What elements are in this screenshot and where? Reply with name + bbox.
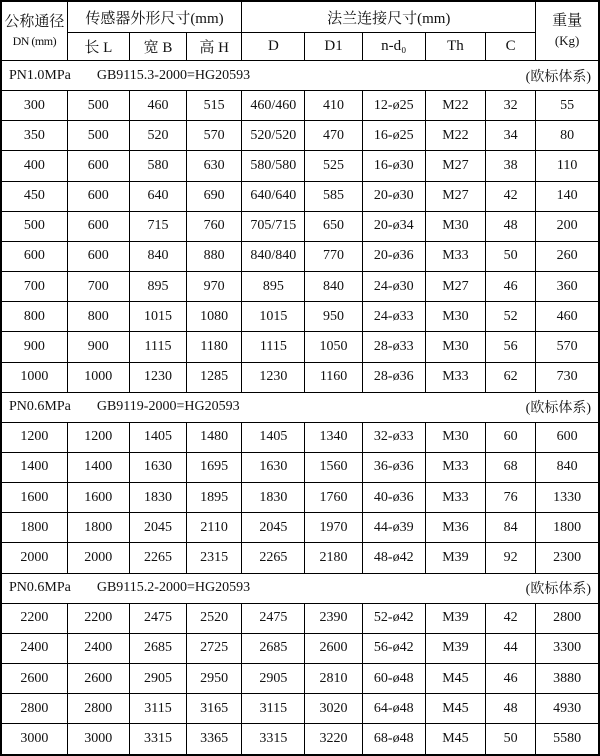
table-cell: 520/520 (242, 121, 305, 151)
table-row (1, 211, 599, 241)
table-cell: 40-ø36 (362, 483, 425, 513)
table-cell: 2600 (67, 663, 129, 693)
table-cell: 900 (67, 332, 129, 362)
table-cell: 1180 (187, 332, 242, 362)
table-cell: 4930 (536, 694, 599, 724)
table-cell: 2000 (67, 543, 129, 573)
table-cell: 1115 (129, 332, 186, 362)
table-cell: 2800 (536, 603, 599, 633)
table-cell: 50 (486, 241, 536, 271)
table-cell: 38 (486, 151, 536, 181)
table-cell: 1330 (536, 483, 599, 513)
table-cell: 715 (129, 211, 186, 241)
table-cell: 400 (1, 151, 67, 181)
table-cell: 3315 (129, 724, 186, 755)
table-cell: 3300 (536, 633, 599, 663)
table-cell: M30 (425, 422, 485, 452)
table-cell: 2390 (305, 603, 362, 633)
header-weight-sub: (Kg) (554, 33, 580, 48)
table-cell: 2000 (1, 543, 67, 573)
table-cell: M45 (425, 724, 485, 755)
table-cell: 56 (486, 332, 536, 362)
table-cell: 64-ø48 (362, 694, 425, 724)
table-cell: 46 (486, 272, 536, 302)
header-dn-title: 公称通径 (4, 13, 65, 30)
table-cell: 1080 (187, 302, 242, 332)
header-weight-title: 重量 (552, 13, 583, 29)
table-cell: 1695 (187, 452, 242, 482)
table-row (1, 543, 599, 573)
section-system-label: (欧标体系) (525, 69, 591, 85)
table-cell: 600 (67, 151, 129, 181)
table-cell: M39 (425, 633, 485, 663)
section-pressure-label: PN0.6MPa (9, 580, 71, 596)
table-cell: 2265 (129, 543, 186, 573)
table-row (1, 603, 599, 633)
table-cell: 1760 (305, 483, 362, 513)
header-col-7: C (486, 33, 536, 61)
table-cell: 2600 (1, 663, 67, 693)
table-cell: 62 (486, 362, 536, 392)
table-cell: 1230 (242, 362, 305, 392)
table-cell: M30 (425, 332, 485, 362)
table-cell: 880 (187, 241, 242, 271)
table-cell: 55 (536, 91, 599, 121)
section-standard-label: GB9119-2000=HG20593 (96, 399, 240, 415)
table-cell: 60 (486, 422, 536, 452)
table-cell: 770 (305, 241, 362, 271)
table-cell: M22 (425, 91, 485, 121)
table-cell: 950 (305, 302, 362, 332)
table-cell: 20-ø36 (362, 241, 425, 271)
table-cell: 1800 (67, 513, 129, 543)
table-cell: 500 (67, 91, 129, 121)
table-cell: 460/460 (242, 91, 305, 121)
table-cell: 520 (129, 121, 186, 151)
table-cell: M45 (425, 694, 485, 724)
table-cell: 895 (129, 272, 186, 302)
table-cell: 1340 (305, 422, 362, 452)
table-cell: 600 (67, 181, 129, 211)
table-cell: 1285 (187, 362, 242, 392)
table-cell: 585 (305, 181, 362, 211)
table-cell: 2315 (187, 543, 242, 573)
table-cell: 1630 (129, 452, 186, 482)
table-cell: 20-ø34 (362, 211, 425, 241)
section-header-cell (1, 61, 599, 91)
table-cell: 1200 (67, 422, 129, 452)
table-cell: 80 (536, 121, 599, 151)
table-cell: M27 (425, 272, 485, 302)
table-cell: 600 (536, 422, 599, 452)
table-cell: 110 (536, 151, 599, 181)
table-cell: 260 (536, 241, 599, 271)
table-cell: 760 (187, 211, 242, 241)
header-dn (1, 1, 67, 61)
table-cell: 470 (305, 121, 362, 151)
table-cell: 5580 (536, 724, 599, 755)
table-cell: 1480 (187, 422, 242, 452)
table-cell: 52 (486, 302, 536, 332)
table-cell: 44-ø39 (362, 513, 425, 543)
table-cell: 20-ø30 (362, 181, 425, 211)
header-flange-group: 法兰连接尺寸(mm) (242, 1, 536, 33)
table-cell: 705/715 (242, 211, 305, 241)
table-cell: 800 (67, 302, 129, 332)
table-cell: M33 (425, 362, 485, 392)
table-cell: 3115 (129, 694, 186, 724)
header-col-0: 长 L (67, 33, 129, 61)
table-cell: 840 (305, 272, 362, 302)
section-standard-label: GB9115.3-2000=HG20593 (96, 67, 251, 83)
table-cell: 580 (129, 151, 186, 181)
table-row (1, 724, 599, 755)
table-cell: 2600 (305, 633, 362, 663)
table-cell: 3220 (305, 724, 362, 755)
table-cell: 12-ø25 (362, 91, 425, 121)
table-cell: 1800 (1, 513, 67, 543)
table-cell: M45 (425, 663, 485, 693)
table-cell: 570 (536, 332, 599, 362)
table-cell: 700 (1, 272, 67, 302)
table-cell: 500 (67, 121, 129, 151)
table-cell: 1405 (242, 422, 305, 452)
table-cell: 410 (305, 91, 362, 121)
table-cell: 200 (536, 211, 599, 241)
table-cell: 1800 (536, 513, 599, 543)
table-cell: M39 (425, 543, 485, 573)
table-cell: 800 (1, 302, 67, 332)
table-row (1, 181, 599, 211)
table-cell: 2905 (242, 663, 305, 693)
table-cell: 525 (305, 151, 362, 181)
table-cell: 50 (486, 724, 536, 755)
table-cell: 2400 (1, 633, 67, 663)
table-cell: 52-ø42 (362, 603, 425, 633)
section-system-label: (欧标体系) (525, 582, 591, 598)
table-cell: 3020 (305, 694, 362, 724)
table-cell: 650 (305, 211, 362, 241)
table-cell: 2905 (129, 663, 186, 693)
table-cell: 460 (129, 91, 186, 121)
table-row (1, 121, 599, 151)
table-cell: 42 (486, 181, 536, 211)
table-cell: 2300 (536, 543, 599, 573)
table-cell: M33 (425, 241, 485, 271)
table-cell: 840/840 (242, 241, 305, 271)
table-cell: 68-ø48 (362, 724, 425, 755)
table-cell: 840 (129, 241, 186, 271)
table-cell: 32 (486, 91, 536, 121)
table-cell: 1200 (1, 422, 67, 452)
table-cell: M27 (425, 151, 485, 181)
table-cell: 3365 (187, 724, 242, 755)
header-col-3: D (242, 33, 305, 61)
table-cell: 700 (67, 272, 129, 302)
table-cell: 970 (187, 272, 242, 302)
section-pressure-label: PN0.6MPa (9, 399, 71, 415)
table-cell: 76 (486, 483, 536, 513)
table-cell: 1830 (242, 483, 305, 513)
table-cell: 1000 (67, 362, 129, 392)
table-cell: 34 (486, 121, 536, 151)
table-cell: 640 (129, 181, 186, 211)
table-cell: 44 (486, 633, 536, 663)
section-header-row (1, 392, 599, 422)
table-cell: 2400 (67, 633, 129, 663)
table-cell: M30 (425, 211, 485, 241)
header-row-columns (1, 33, 599, 61)
table-cell: 3165 (187, 694, 242, 724)
table-cell: 2800 (1, 694, 67, 724)
table-cell: 895 (242, 272, 305, 302)
table-cell: 1560 (305, 452, 362, 482)
table-cell: 2520 (187, 603, 242, 633)
table-cell: 48-ø42 (362, 543, 425, 573)
section-header-row (1, 61, 599, 91)
table-cell: 1000 (1, 362, 67, 392)
table-cell: 68 (486, 452, 536, 482)
table-cell: 48 (486, 694, 536, 724)
table-cell: 3000 (67, 724, 129, 755)
table-cell: M39 (425, 603, 485, 633)
table-cell: 32-ø33 (362, 422, 425, 452)
header-dn-sub: DN (mm) (12, 33, 57, 48)
table-cell: 1405 (129, 422, 186, 452)
table-row (1, 422, 599, 452)
table-cell: 2950 (187, 663, 242, 693)
table-cell: 1600 (67, 483, 129, 513)
header-col-6: Th (425, 33, 485, 61)
section-header-cell (1, 392, 599, 422)
table-cell: 92 (486, 543, 536, 573)
table-cell: 580/580 (242, 151, 305, 181)
table-cell: 1400 (67, 452, 129, 482)
table-cell: 1050 (305, 332, 362, 362)
table-cell: 840 (536, 452, 599, 482)
table-cell: 900 (1, 332, 67, 362)
table-row (1, 241, 599, 271)
table-cell: 60-ø48 (362, 663, 425, 693)
table-cell: 360 (536, 272, 599, 302)
table-row (1, 513, 599, 543)
table-cell: 690 (187, 181, 242, 211)
table-cell: 1160 (305, 362, 362, 392)
table-cell: 2685 (242, 633, 305, 663)
table-cell: M36 (425, 513, 485, 543)
section-standard-label: GB9115.2-2000=HG20593 (96, 580, 251, 596)
table-cell: 640/640 (242, 181, 305, 211)
table-cell: 2045 (129, 513, 186, 543)
section-header-row (1, 573, 599, 603)
header-row-groups (1, 1, 599, 33)
table-cell: 300 (1, 91, 67, 121)
table-cell: 500 (1, 211, 67, 241)
table-cell: 1600 (1, 483, 67, 513)
table-cell: 46 (486, 663, 536, 693)
table-cell: 350 (1, 121, 67, 151)
table-cell: 730 (536, 362, 599, 392)
header-weight (536, 1, 599, 61)
table-cell: M22 (425, 121, 485, 151)
table-cell: 2725 (187, 633, 242, 663)
table-cell: 2045 (242, 513, 305, 543)
table-cell: 630 (187, 151, 242, 181)
table-cell: 24-ø33 (362, 302, 425, 332)
table-cell: 600 (67, 241, 129, 271)
header-col-1: 宽 B (129, 33, 186, 61)
table-cell: 1970 (305, 513, 362, 543)
header-col-2: 高 H (187, 33, 242, 61)
table-cell: 1895 (187, 483, 242, 513)
header-col-4: D1 (305, 33, 362, 61)
table-cell: 3880 (536, 663, 599, 693)
table-row (1, 302, 599, 332)
table-cell: 2110 (187, 513, 242, 543)
table-cell: 2200 (1, 603, 67, 633)
header-col-5: n-d₀ (362, 33, 425, 61)
table-cell: 2475 (242, 603, 305, 633)
table-cell: 570 (187, 121, 242, 151)
table-cell: 16-ø25 (362, 121, 425, 151)
table-row (1, 332, 599, 362)
table-cell: 515 (187, 91, 242, 121)
table-cell: 600 (1, 241, 67, 271)
table-cell: 16-ø30 (362, 151, 425, 181)
header-sensor-group: 传感器外形尺寸(mm) (67, 1, 242, 33)
table-row (1, 91, 599, 121)
table-cell: 1630 (242, 452, 305, 482)
table-cell: M30 (425, 302, 485, 332)
table-cell: 42 (486, 603, 536, 633)
table-cell: M33 (425, 452, 485, 482)
table-cell: 1400 (1, 452, 67, 482)
table-cell: M27 (425, 181, 485, 211)
table-cell: 3000 (1, 724, 67, 755)
table-cell: 36-ø36 (362, 452, 425, 482)
table-cell: 2180 (305, 543, 362, 573)
table-row (1, 694, 599, 724)
table-row (1, 362, 599, 392)
table-cell: 56-ø42 (362, 633, 425, 663)
table-cell: 2265 (242, 543, 305, 573)
table-row (1, 633, 599, 663)
table-row (1, 151, 599, 181)
table-cell: 140 (536, 181, 599, 211)
table-row (1, 663, 599, 693)
section-header-cell (1, 573, 599, 603)
table-cell: 600 (67, 211, 129, 241)
section-system-label: (欧标体系) (525, 401, 591, 417)
table-cell: 84 (486, 513, 536, 543)
table-row (1, 452, 599, 482)
table-cell: 48 (486, 211, 536, 241)
table-cell: 28-ø36 (362, 362, 425, 392)
table-row (1, 272, 599, 302)
table-cell: 2800 (67, 694, 129, 724)
table-cell: 1230 (129, 362, 186, 392)
table-cell: 2200 (67, 603, 129, 633)
table-row (1, 483, 599, 513)
table-cell: 3315 (242, 724, 305, 755)
table-cell: 2810 (305, 663, 362, 693)
table-cell: 3115 (242, 694, 305, 724)
table-cell: 24-ø30 (362, 272, 425, 302)
section-pressure-label: PN1.0MPa (9, 67, 71, 83)
table-cell: M33 (425, 483, 485, 513)
table-cell: 1015 (129, 302, 186, 332)
table-cell: 2685 (129, 633, 186, 663)
table-cell: 1830 (129, 483, 186, 513)
table-cell: 460 (536, 302, 599, 332)
table-cell: 450 (1, 181, 67, 211)
table-cell: 28-ø33 (362, 332, 425, 362)
table-cell: 2475 (129, 603, 186, 633)
table-cell: 1115 (242, 332, 305, 362)
table-cell: 1015 (242, 302, 305, 332)
